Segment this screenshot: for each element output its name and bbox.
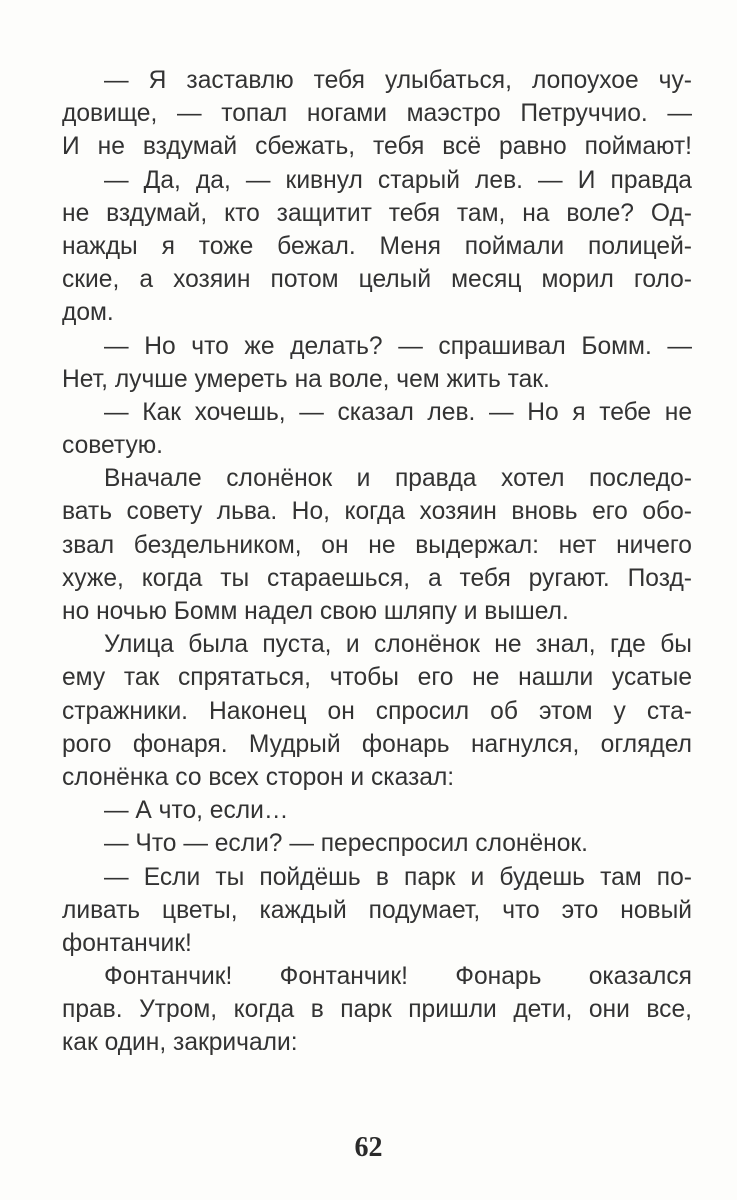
text-line: не вздумай, кто защитит тебя там, на воле? Од- <box>62 199 692 227</box>
body-text <box>62 64 692 1060</box>
text-line: довище, — топал ногами маэстро Петруччио. — <box>62 100 692 128</box>
text-line: И не вздумай сбежать, тебя всё равно поймают! <box>62 133 692 161</box>
text-line: Улица была пуста, и слонёнок не знал, где бы <box>104 631 692 659</box>
text-line: — Если ты пойдёшь в парк и будешь там по- <box>104 863 692 891</box>
text-line: хуже, когда ты стараешься, а тебя ругают. Позд- <box>62 564 692 592</box>
text-line: дом. <box>62 299 114 327</box>
text-line: прав. Утром, когда в парк пришли дети, они все, <box>62 996 692 1024</box>
text-line: Нет, лучше умереть на воле, чем жить так. <box>62 365 550 393</box>
text-line: но ночью Бомм надел свою шляпу и вышел. <box>62 598 569 625</box>
text-line: — Да, да, — кивнул старый лев. — И правда <box>104 166 692 194</box>
text-line: Вначале слонёнок и правда хотел последо- <box>104 465 692 493</box>
text-line: стражники. Наконец он спросил об этом у ста- <box>62 697 692 725</box>
page-number: 62 <box>354 1132 383 1163</box>
text-line: советую. <box>62 432 164 460</box>
text-line: ские, а хозяин потом целый месяц морил голо- <box>62 266 692 294</box>
text-line: ему так спрятаться, чтобы его не нашли усатые <box>62 664 692 692</box>
text-line: нажды я тоже бежал. Меня поймали полицей- <box>62 232 692 260</box>
text-line: — Как хочешь, — сказал лев. — Но я тебе не <box>104 398 692 426</box>
text-line: рого фонаря. Мудрый фонарь нагнулся, оглядел <box>62 730 692 758</box>
text-line: Фонтанчик! Фонтанчик! Фонарь оказался <box>104 963 692 991</box>
text-line: — Я заставлю тебя улыбаться, лопоухое чу- <box>104 67 692 94</box>
text-line: — Что — если? — переспросил слонёнок. <box>104 830 588 858</box>
text-line: как один, закричали: <box>62 1029 298 1057</box>
text-line: звал бездельником, он не выдержал: нет ничего <box>62 531 692 559</box>
text-line: вать совету льва. Но, когда хозяин вновь его обо- <box>62 498 692 526</box>
text-line: — Но что же делать? — спрашивал Бомм. — <box>104 332 692 360</box>
text-line: фонтанчик! <box>62 929 192 957</box>
text-line: — А что, если… <box>104 797 289 825</box>
text-line: слонёнка со всех сторон и сказал: <box>62 763 455 791</box>
text-line: ливать цветы, каждый подумает, что это новый <box>62 896 692 924</box>
